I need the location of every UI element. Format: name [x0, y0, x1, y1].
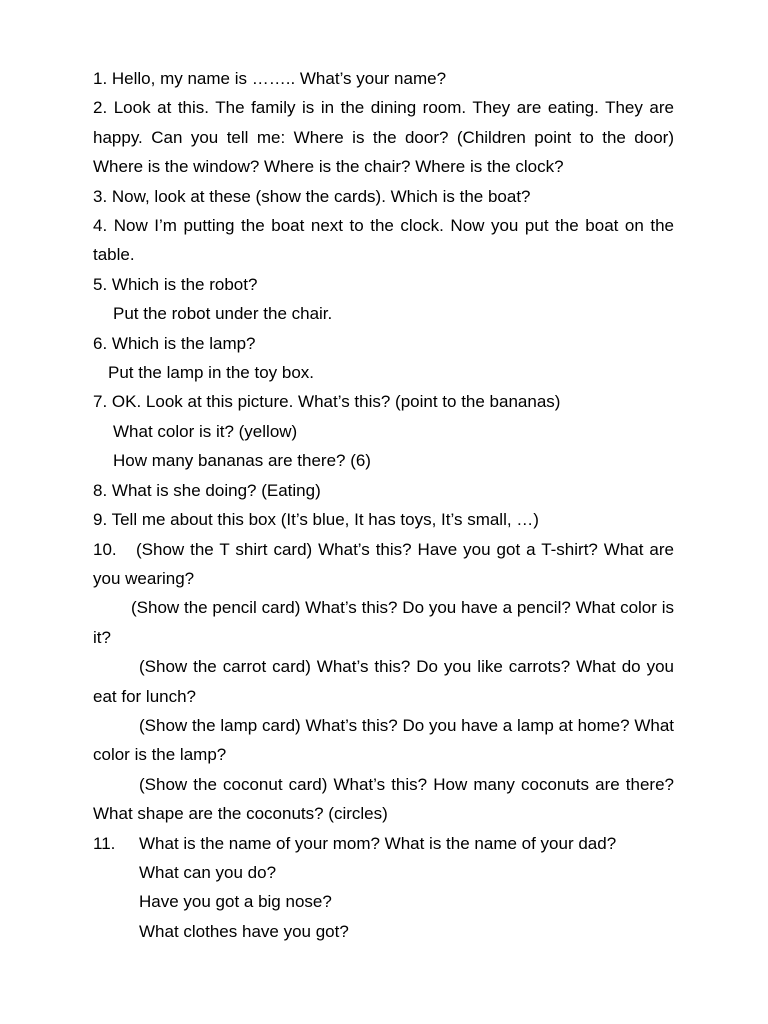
item-7-question-color-text: What color is it? (yellow) — [113, 421, 298, 441]
item-11-nose — [93, 887, 674, 916]
item-10-number: 10. — [93, 539, 117, 559]
item-10-tshirt-text: (Show the T shirt card) What’s this? Have you got a T-shirt? What are you wearing? — [93, 539, 674, 588]
item-4 — [93, 211, 674, 270]
item-11-number: 11. — [93, 833, 116, 853]
item-1 — [93, 64, 674, 93]
item-10-pencil — [93, 593, 674, 652]
item-11-can-do — [93, 858, 674, 887]
item-10-lamp — [93, 711, 674, 770]
item-10-pencil-text: (Show the pencil card) What’s this? Do you have a pencil? What color is it? — [93, 598, 674, 647]
item-5-instruction — [93, 299, 674, 328]
document-body — [93, 64, 674, 946]
item-7-question-count-text: How many bananas are there? (6) — [113, 451, 371, 471]
item-10-carrot — [93, 652, 674, 711]
item-6 — [93, 329, 674, 358]
item-10-coconut-text: (Show the coconut card) What’s this? How many coconuts are there? What shape are the coconuts? (circles) — [93, 774, 674, 824]
item-8-text: 8. What is she doing? (Eating) — [93, 480, 321, 500]
item-11-clothes-text: What clothes have you got? — [139, 921, 349, 941]
item-11-nose-text: Have you got a big nose? — [139, 892, 332, 912]
item-6-instruction-text: Put the lamp in the toy box. — [108, 363, 315, 383]
item-3 — [93, 182, 674, 211]
item-7 — [93, 387, 674, 416]
item-11-can-do-text: What can you do? — [139, 862, 277, 882]
item-2 — [93, 93, 674, 181]
item-6-text: 6. Which is the lamp? — [93, 333, 256, 353]
item-11-clothes — [93, 917, 674, 946]
item-5 — [93, 270, 674, 299]
item-10-carrot-text: (Show the carrot card) What’s this? Do you like carrots? What do you eat for lunch? — [93, 657, 674, 706]
item-5-text: 5. Which is the robot? — [93, 274, 258, 294]
item-2-text: 2. Look at this. The family is in the dining room. They are eating. They are happy. Can you tell me: Where is the door? (Children point to the door) Where is the window? Where is the chair? Where is the clock? — [93, 98, 674, 177]
item-11 — [93, 829, 674, 858]
item-10 — [93, 535, 674, 594]
item-7-question-count — [93, 446, 674, 475]
item-8 — [93, 476, 674, 505]
item-11-parents-text: What is the name of your mom? What is the name of your dad? — [139, 833, 617, 853]
item-5-instruction-text: Put the robot under the chair. — [113, 304, 333, 324]
item-10-coconut — [93, 770, 674, 829]
item-10-lamp-text: (Show the lamp card) What’s this? Do you have a lamp at home? What color is the lamp? — [93, 715, 674, 765]
item-9-text: 9. Tell me about this box (It’s blue, It has toys, It’s small, …) — [93, 510, 539, 530]
item-1-text: 1. Hello, my name is …….. What’s your name? — [93, 69, 447, 88]
item-9 — [93, 505, 674, 534]
item-7-text: 7. OK. Look at this picture. What’s this? (point to the bananas) — [93, 392, 561, 412]
item-7-question-color — [93, 417, 674, 446]
item-4-text: 4. Now I’m putting the boat next to the clock. Now you put the boat on the table. — [93, 216, 674, 265]
item-3-text: 3. Now, look at these (show the cards). Which is the boat? — [93, 186, 531, 206]
item-6-instruction — [93, 358, 674, 387]
